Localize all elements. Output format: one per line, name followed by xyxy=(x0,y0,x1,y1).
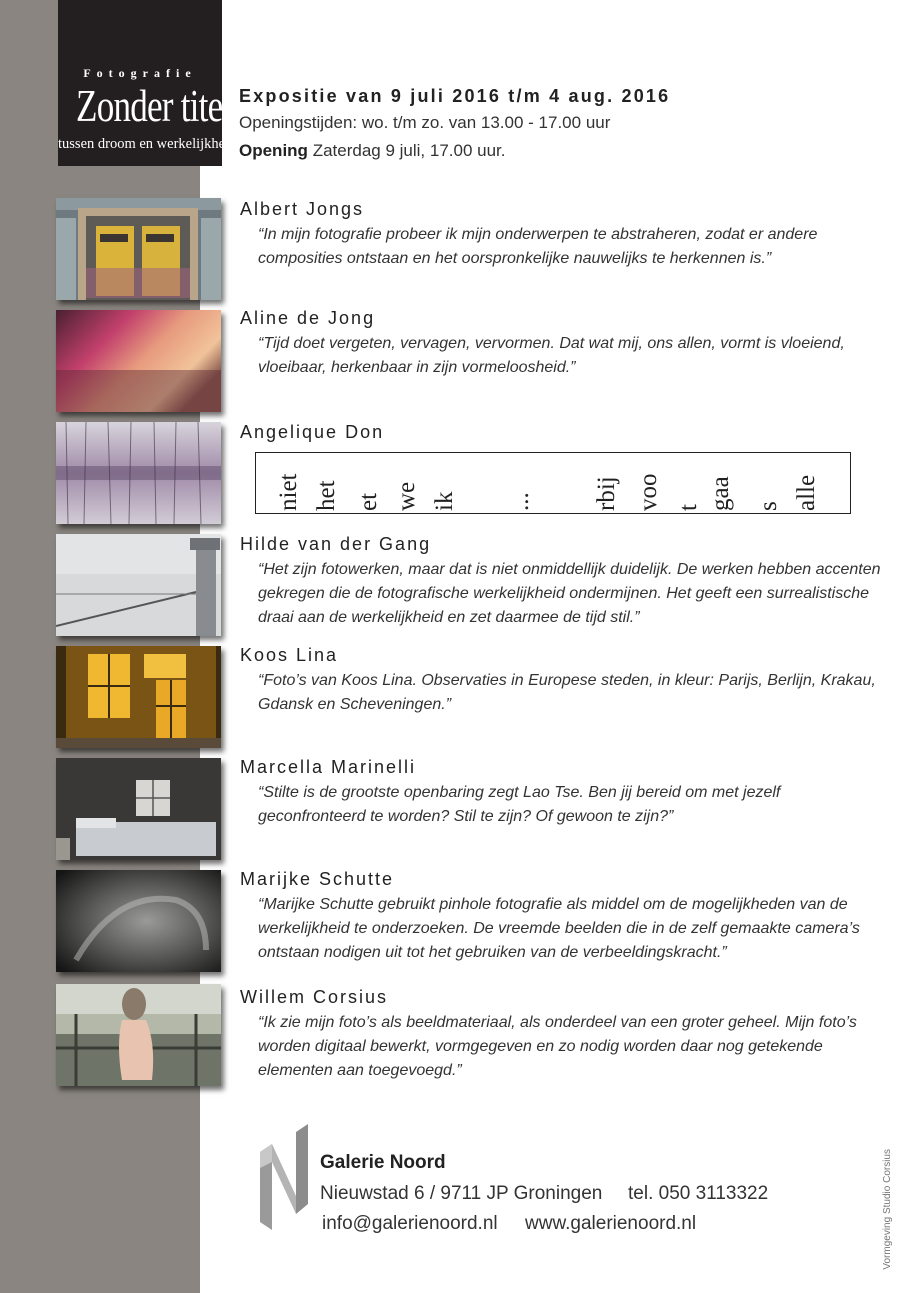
poster-subtitle: tussen droom en werkelijkheid xyxy=(58,136,237,152)
poem-word: we xyxy=(393,481,420,511)
poem-word: t xyxy=(675,504,702,511)
artist-quote: “In mijn fotografie probeer ik mijn onderwerpen te abstraheren, zodat er andere composities ontstaan en het oorspronkelijke nauwelijks te herkennen is.” xyxy=(258,226,818,267)
artist-entry xyxy=(240,308,883,380)
artist-name: Albert Jongs xyxy=(240,199,365,219)
photo-hilde-van-der-gang xyxy=(56,534,221,636)
poem-box xyxy=(255,452,851,514)
artist-entry xyxy=(240,534,883,630)
artist-quote: “Marijke Schutte gebruikt pinhole fotografie als middel om de mogelijkheden van de werkelijkheid te onderzoeken. De vreemde beelden die in de zelf gemaakte camera’s ontstaan nodigen uit tot het gebruiken van de verbeeldingskracht.” xyxy=(258,896,860,961)
poem-word: gaa xyxy=(707,476,734,511)
artist-name: Angelique Don xyxy=(240,422,385,442)
poem-word: ik xyxy=(431,491,458,511)
artist-name: Marcella Marinelli xyxy=(240,757,417,777)
opening-hours: Openingstijden: wo. t/m zo. van 13.00 - 17.00 uur xyxy=(239,113,611,132)
artist-quote: “Tijd doet vergeten, vervagen, vervormen. Dat wat mij, ons allen, vormt is vloeiend, vloeibaar, herkenbaar in zijn vormeloosheid.” xyxy=(258,335,845,376)
artist-quote: “Stilte is de grootste openbaring zegt Lao Tse. Ben jij bereid om met jezelf geconfronteerd te worden? Stil te zijn? Of gewoon te zijn?” xyxy=(258,784,781,825)
poem-word: ... xyxy=(507,492,534,511)
photo-angelique-don xyxy=(56,422,221,524)
gallery-phone: tel. 050 3113322 xyxy=(628,1183,769,1204)
gallery-email-link[interactable]: info@galerienoord.nl xyxy=(322,1213,498,1234)
poster-kicker: Fotografie xyxy=(83,66,197,80)
galerie-noord-logo xyxy=(258,1124,310,1230)
opening-text: Zaterdag 9 juli, 17.00 uur. xyxy=(312,141,506,160)
artist-entry xyxy=(240,987,883,1083)
opening-label: Opening xyxy=(239,141,308,160)
artist-quote: “Het zijn fotowerken, maar dat is niet onmiddellijk duidelijk. De werken hebben accenten gekregen die de fotografische werkelijkheid ondermijnen. Het geeft een surrealistische draai aan de werkelijkheid en zet daarmee de tijd stil.” xyxy=(258,561,881,626)
poem-word: niet xyxy=(275,473,302,511)
artist-entry xyxy=(240,869,883,965)
photo-marijke-schutte xyxy=(56,870,221,972)
photo-willem-corsius xyxy=(56,984,221,1086)
artist-name: Aline de Jong xyxy=(240,308,376,328)
poem-word: het xyxy=(313,480,340,511)
photo-albert-jongs xyxy=(56,198,221,300)
artist-name: Marijke Schutte xyxy=(240,869,395,889)
poster-title-block xyxy=(58,0,237,166)
photo-koos-lina xyxy=(56,646,221,748)
poem-word: et xyxy=(355,492,382,511)
photo-marcella-marinelli xyxy=(56,758,221,860)
artist-name: Hilde van der Gang xyxy=(240,534,432,554)
exhibition-dates: Expositie van 9 juli 2016 t/m 4 aug. 2016 xyxy=(239,86,671,106)
gallery-website-link[interactable]: www.galerienoord.nl xyxy=(525,1213,697,1234)
poster-title: Zonder titel xyxy=(76,81,232,131)
poem-word: rbij xyxy=(593,476,620,511)
artist-name: Koos Lina xyxy=(240,645,339,665)
photo-aline-de-jong xyxy=(56,310,221,412)
poem-word: voo xyxy=(635,473,662,511)
exhibition-info xyxy=(239,86,670,161)
artist-entry xyxy=(240,422,384,443)
gallery-address: Nieuwstad 6 / 9711 JP Groningen xyxy=(320,1183,603,1204)
design-credit xyxy=(882,1130,900,1270)
artist-quote: “Ik zie mijn foto’s als beeldmateriaal, als onderdeel van een groter geheel. Mijn foto’s worden digitaal bewerkt, vormgegeven en zo nodig worden daar nog getekende elementen aan toegevoegd.” xyxy=(258,1014,857,1079)
poem-word: alle xyxy=(793,474,820,511)
design-credit-text: Vormgeving Studio Corsius xyxy=(882,1149,893,1270)
artist-entry xyxy=(240,199,883,271)
artist-entry xyxy=(240,645,883,717)
artist-quote: “Foto’s van Koos Lina. Observaties in Europese steden, in kleur: Parijs, Berlijn, Krakau, Gdansk en Scheveningen.” xyxy=(258,672,876,713)
gallery-name: Galerie Noord xyxy=(320,1152,446,1173)
poem-word: s xyxy=(755,501,782,511)
opening-line xyxy=(239,141,670,161)
artist-name: Willem Corsius xyxy=(240,987,389,1007)
artist-entry xyxy=(240,757,883,829)
